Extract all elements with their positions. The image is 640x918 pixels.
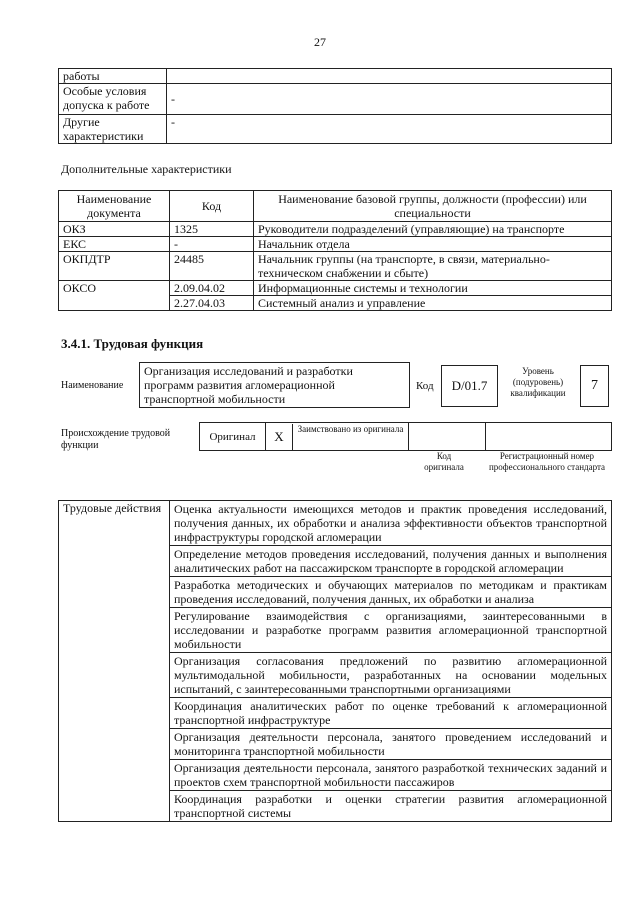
cell-code: - <box>170 237 254 252</box>
row-value <box>167 69 612 84</box>
origin-label: Происхождение трудовой функции <box>61 428 171 451</box>
column-header: Код <box>170 191 254 222</box>
page-number: 27 <box>314 35 326 49</box>
function-code-box <box>441 365 498 407</box>
table-row <box>59 252 612 281</box>
code-label: Код <box>416 380 434 392</box>
table-row <box>59 222 612 237</box>
level-value: 7 <box>591 378 598 393</box>
conditions-table <box>58 68 612 144</box>
table-row <box>59 115 612 144</box>
action-item: Определение методов проведения исследований, получения данных и выполнения аналитических работ на пассажирском транспорте в городской агломерации <box>170 546 612 577</box>
action-item: Координация разработки и оценки стратегии развития агломерационной транспортной системы <box>170 791 612 822</box>
origin-table <box>199 422 612 451</box>
cell-code: 24485 <box>170 252 254 281</box>
classification-table <box>58 190 612 311</box>
action-item: Организация деятельности персонала, занятого проведением исследований и мониторинга транспортной мобильности <box>170 729 612 760</box>
table-row <box>59 237 612 252</box>
reg-number-cell <box>485 423 612 450</box>
action-item: Организация деятельности персонала, занятого разработкой технических заданий и проектов схем транспортной мобильности пассажиров <box>170 760 612 791</box>
row-value: - <box>167 84 612 115</box>
column-header: Наименование документа <box>59 191 170 222</box>
column-header: Наименование базовой группы, должности (профессии) или специальности <box>254 191 612 222</box>
section-title: 3.4.1. Трудовая функция <box>61 336 204 351</box>
cell-name: Начальник отдела <box>254 237 612 252</box>
original-code-cell <box>408 423 485 450</box>
action-item: Организация согласования предложений по развитию агломерационной мультимодальной мобильности, разработанных на основании модельных испытаний, с заинтересованными транспортными организациями <box>170 653 612 698</box>
function-code-value: D/01.7 <box>451 378 488 393</box>
cell-doc: ОКСО <box>59 281 170 311</box>
borrowed-label: Заимствовано из оригинала <box>292 424 408 450</box>
table-row <box>59 501 612 546</box>
reg-number-caption: Регистрационный номер профессионального стандарта <box>488 451 606 472</box>
function-name-box <box>139 362 410 408</box>
cell-name: Системный анализ и управление <box>254 296 612 311</box>
row-label: Другие характеристики <box>59 115 167 144</box>
cell-code: 2.09.04.02 <box>170 281 254 296</box>
cell-code: 1325 <box>170 222 254 237</box>
original-mark: X <box>265 423 292 450</box>
cell-doc: ОКЗ <box>59 222 170 237</box>
name-label: Наименование <box>61 380 124 391</box>
actions-table <box>58 500 612 822</box>
additional-title: Дополнительные характеристики <box>61 162 232 176</box>
cell-name: Информационные системы и технологии <box>254 281 612 296</box>
action-item: Разработка методических и обучающих материалов по методикам и практикам проведения исследований, получения данных, их обработки и анализа <box>170 577 612 608</box>
original-label: Оригинал <box>209 430 256 443</box>
cell-doc: ЕКС <box>59 237 170 252</box>
row-label: Особые условия допуска к работе <box>59 84 167 115</box>
cell-code: 2.27.04.03 <box>170 296 254 311</box>
table-row <box>59 69 612 84</box>
actions-label: Трудовые действия <box>59 501 170 822</box>
action-item: Оценка актуальности имеющихся методов и практик проведения исследований, получения данных, их обработки и анализа эффективности объектов транспортной инфраструктуры городской агломерации <box>170 501 612 546</box>
row-label: работы <box>59 69 167 84</box>
level-box <box>580 365 609 407</box>
function-name-value: Организация исследований и разработки программ развития агломерационной транспортной мобильности <box>144 364 353 406</box>
action-item: Координация аналитических работ по оценке требований к агломерационной транспортной инфраструктуре <box>170 698 612 729</box>
code-original-caption: Код оригинала <box>424 451 464 472</box>
table-row <box>59 84 612 115</box>
level-label: Уровень (подуровень) квалификации <box>510 366 566 398</box>
cell-name: Руководители подразделений (управляющие) на транспорте <box>254 222 612 237</box>
table-header-row <box>59 191 612 222</box>
cell-name: Начальник группы (на транспорте, в связи, материально-техническом снабжении и сбыте) <box>254 252 612 281</box>
cell-doc: ОКПДТР <box>59 252 170 281</box>
action-item: Регулирование взаимодействия с организациями, заинтересованными в исследовании и разработке программ развития агломерационной транспортной мобильности <box>170 608 612 653</box>
row-value: - <box>167 115 612 144</box>
table-row <box>59 281 612 296</box>
